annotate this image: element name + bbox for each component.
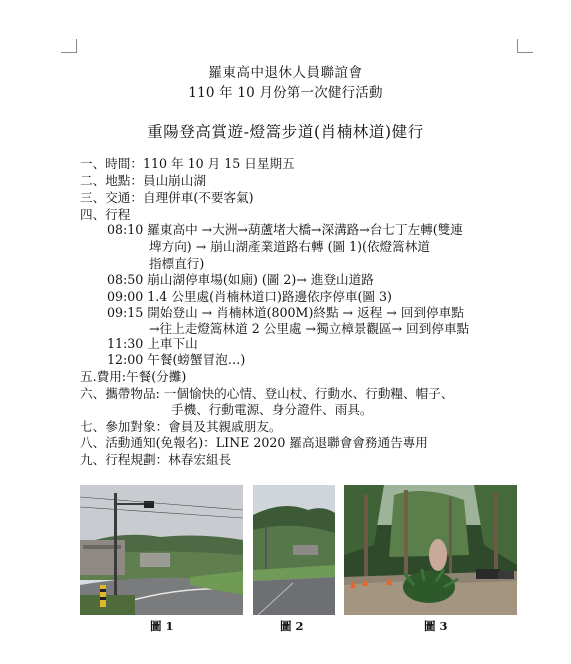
figure-caption-1: 圖 1: [150, 619, 174, 633]
schedule-line: 09:00 1.4 公里處(肖楠林道口)路邊依序停車(圖 3): [107, 289, 392, 304]
event-subtitle: 110 年 10 月份第一次健行活動: [188, 85, 383, 101]
figure-caption-3: 圖 3: [424, 619, 448, 633]
page-corner-mark-left: [61, 39, 77, 53]
photo-3-forest-trailhead: [344, 485, 517, 615]
item-bring-cont: 手機、行動電源、身分證件、雨具。: [171, 402, 373, 417]
schedule-line: 09:15 開始登山 → 肖楠林道(800M)終點 → 返程 → 回到停車點: [107, 305, 464, 320]
schedule-line: 08:10 羅東高中 →大洲→葫蘆堵大橋→深溝路→台七丁左轉(雙連: [107, 222, 463, 237]
schedule-line: 埤方向) → 崩山湖產業道路右轉 (圖 1)(依燈篙林道: [149, 239, 430, 254]
schedule-line: 指標直行): [149, 256, 205, 271]
schedule-line: 12:00 午餐(螃蟹冒泡…): [107, 352, 246, 367]
item-time: 一、時間：110 年 10 月 15 日星期五: [80, 156, 295, 171]
schedule-line: →往上走燈篙林道 2 公里處 →獨立樟景觀區→ 回到停車點: [149, 321, 470, 336]
item-planner: 九、行程規劃：林春宏組長: [80, 452, 232, 467]
item-location: 二、地點：員山崩山湖: [80, 173, 206, 188]
schedule-line: 11:30 上車下山: [107, 336, 198, 351]
page-corner-mark-right: [517, 39, 533, 53]
item-cost: 五.費用:午餐(分攤): [80, 369, 187, 384]
figure-caption-2: 圖 2: [280, 619, 304, 633]
item-participants: 七、參加對象：會員及其親戚朋友。: [80, 419, 282, 434]
item-bring: 六、攜帶物品: 一個愉快的心情、登山杖、行動水、行動糧、帽子、: [80, 386, 454, 401]
document-title: 重陽登高賞遊-燈篙步道(肖楠林道)健行: [147, 123, 424, 141]
item-transport: 三、交通：自理併車(不要客氣): [80, 190, 254, 205]
photo-1-road-intersection: [80, 485, 243, 615]
organization-title: 羅東高中退休人員聯誼會: [208, 65, 363, 81]
item-notice: 八、活動通知(免報名)：LINE 2020 羅高退聯會會務通告專用: [80, 435, 428, 450]
photo-2-parking-lot: [253, 485, 335, 615]
item-itinerary-heading: 四、行程: [80, 207, 131, 222]
schedule-line: 08:50 崩山湖停車場(如廁) (圖 2)→ 進登山道路: [107, 272, 374, 287]
